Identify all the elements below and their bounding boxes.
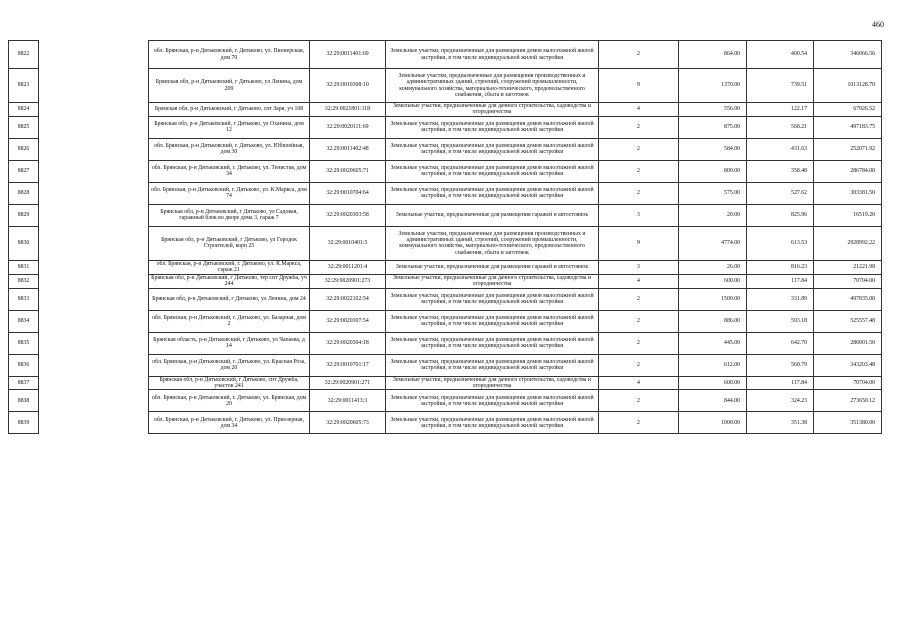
land-purpose-cell: Земельные участки, предназначенные для размещения домов малоэтажной жилой застройки, в том числе индивидуальной жилой застройки: [386, 412, 599, 434]
table-row: [9, 376, 882, 390]
cadastral-number-cell: 32:29:0010701:17: [310, 354, 386, 376]
gap-cell: [39, 204, 149, 226]
unit-price-cell: 560.79: [747, 354, 814, 376]
row-number-cell: 8824: [9, 103, 39, 117]
cadastral-value-cell: 21221.98: [814, 260, 882, 274]
table-row: [9, 160, 882, 182]
area-cell: 612.00: [679, 354, 747, 376]
table-row: [9, 310, 882, 332]
row-number-cell: 8829: [9, 204, 39, 226]
row-number-cell: 8825: [9, 116, 39, 138]
address-cell: обл. Брянская, р-н Дятьковский, г. Дятьково, ул. К.Маркса, гараж 21: [149, 260, 310, 274]
table-row: [9, 204, 882, 226]
group-cell: 2: [599, 288, 679, 310]
row-number-cell: 8826: [9, 138, 39, 160]
address-cell: обл. Брянская, р-н Дятьковский, г. Дятьково, ул. Брянская, дом 20: [149, 390, 310, 412]
address-cell: Брянская обл, р-н Дятьковский, г Дятьково, ул Садовая, гаражный блок во дворе дома 3, гараж 7: [149, 204, 310, 226]
table-row: [9, 69, 882, 103]
cadastral-number-cell: 32:29:0010308:10: [310, 69, 386, 103]
area-cell: 4774.00: [679, 226, 747, 260]
gap-cell: [39, 274, 149, 288]
area-cell: 556.00: [679, 103, 747, 117]
cadastral-value-cell: 70704.00: [814, 274, 882, 288]
area-cell: 575.00: [679, 182, 747, 204]
gap-cell: [39, 390, 149, 412]
cadastral-number-cell: 32:29:0020901:271: [310, 376, 386, 390]
cadastral-value-cell: 497835.00: [814, 288, 882, 310]
row-number-cell: 8836: [9, 354, 39, 376]
address-cell: Брянская обл, р-н Дятьковский, г Дятьково, снт Дружба, участок 241: [149, 376, 310, 390]
cadastral-value-cell: 2928992.22: [814, 226, 882, 260]
gap-cell: [39, 182, 149, 204]
table-row: [9, 288, 882, 310]
unit-price-cell: 613.53: [747, 226, 814, 260]
unit-price-cell: 351.38: [747, 412, 814, 434]
gap-cell: [39, 354, 149, 376]
land-purpose-cell: Земельные участки, предназначенные для размещения домов малоэтажной жилой застройки, в том числе индивидуальной жилой застройки: [386, 138, 599, 160]
unit-price-cell: 825.96: [747, 204, 814, 226]
gap-cell: [39, 260, 149, 274]
group-cell: 4: [599, 274, 679, 288]
table-row: [9, 274, 882, 288]
area-cell: 800.00: [679, 160, 747, 182]
land-purpose-cell: Земельные участки, предназначенные для размещения домов малоэтажной жилой застройки, в том числе индивидуальной жилой застройки: [386, 354, 599, 376]
gap-cell: [39, 226, 149, 260]
land-purpose-cell: Земельные участки, предназначенные для дачного строительства, садоводства и огородничества: [386, 376, 599, 390]
cadastral-table: [8, 40, 882, 434]
group-cell: 3: [599, 204, 679, 226]
area-cell: 844.00: [679, 390, 747, 412]
cadastral-number-cell: 32:29:0011413:3: [310, 390, 386, 412]
address-cell: обл. Брянская, р-н Дятьковский, г. Дятьково, ул. Юбилейная, дом 30: [149, 138, 310, 160]
address-cell: обл. Брянская, р-н Дятьковский, г. Дятьково, ул. Красная Роза, дом 20: [149, 354, 310, 376]
group-cell: 2: [599, 41, 679, 69]
cadastral-number-cell: 32:29:0011201:4: [310, 260, 386, 274]
land-purpose-cell: Земельные участки, предназначенные для размещения домов малоэтажной жилой застройки, в том числе индивидуальной жилой застройки: [386, 41, 599, 69]
cadastral-number-cell: 32:29:0010401:5: [310, 226, 386, 260]
address-cell: обл. Брянская, р-н Дятьковский, г. Дятьково, ул. Базарная, дом 2: [149, 310, 310, 332]
area-cell: 600.00: [679, 376, 747, 390]
gap-cell: [39, 69, 149, 103]
cadastral-number-cell: 32:29:0022102:54: [310, 288, 386, 310]
row-number-cell: 8837: [9, 376, 39, 390]
area-cell: 886.00: [679, 310, 747, 332]
row-number-cell: 8823: [9, 69, 39, 103]
cadastral-number-cell: 32:29:0011401:69: [310, 41, 386, 69]
address-cell: Брянская область, р-н Дятьковский, г Дятьково, ул Чапаева, д 14: [149, 332, 310, 354]
address-cell: Брянская обл, р-н Дятьковский, г Дятьково, снт Заря, уч 108: [149, 103, 310, 117]
land-purpose-cell: Земельные участки, предназначенные для размещения производственных и административных зданий, строений, сооружений промышленности, коммунального хозяйства, материально-технического, продовольственного снабжения, сбыта и заготовок: [386, 226, 599, 260]
land-purpose-cell: Земельные участки, предназначенные для размещения домов малоэтажной жилой застройки, в том числе индивидуальной жилой застройки: [386, 288, 599, 310]
land-purpose-cell: Земельные участки, предназначенные для размещения гаражей и автостоянок: [386, 260, 599, 274]
table-row: [9, 390, 882, 412]
table-row: [9, 226, 882, 260]
cadastral-number-cell: 32:29:0020303:58: [310, 204, 386, 226]
table-row: [9, 182, 882, 204]
cadastral-value-cell: 286001.50: [814, 332, 882, 354]
table-body: [9, 41, 882, 434]
row-number-cell: 8828: [9, 182, 39, 204]
gap-cell: [39, 376, 149, 390]
area-cell: 20.00: [679, 204, 747, 226]
cadastral-number-cell: 32:29:0020304:18: [310, 332, 386, 354]
table-row: [9, 354, 882, 376]
table-row: [9, 103, 882, 117]
land-purpose-cell: Земельные участки, предназначенные для размещения домов малоэтажной жилой застройки, в том числе индивидуальной жилой застройки: [386, 390, 599, 412]
group-cell: 4: [599, 103, 679, 117]
cadastral-number-cell: 32:29:0010704:64: [310, 182, 386, 204]
table-row: [9, 332, 882, 354]
table-row: [9, 116, 882, 138]
unit-price-cell: 431.63: [747, 138, 814, 160]
group-cell: 9: [599, 69, 679, 103]
unit-price-cell: 527.62: [747, 182, 814, 204]
unit-price-cell: 739.51: [747, 69, 814, 103]
cadastral-number-cell: 32:29:0020307:54: [310, 310, 386, 332]
land-purpose-cell: Земельные участки, предназначенные для размещения домов малоэтажной жилой застройки, в том числе индивидуальной жилой застройки: [386, 332, 599, 354]
address-cell: Брянская обл, р-н Дятьковский, г Дятьково, ул Оханина, дом 12: [149, 116, 310, 138]
address-cell: Брянская обл, р-н Дятьковский, г Дятьково, тер снт Дружба, уч 244: [149, 274, 310, 288]
area-cell: 584.00: [679, 138, 747, 160]
row-number-cell: 8830: [9, 226, 39, 260]
cadastral-value-cell: 16519.20: [814, 204, 882, 226]
cadastral-value-cell: 70704.00: [814, 376, 882, 390]
gap-cell: [39, 332, 149, 354]
cadastral-value-cell: 346066.56: [814, 41, 882, 69]
unit-price-cell: 593.18: [747, 310, 814, 332]
area-cell: 1500.00: [679, 288, 747, 310]
area-cell: 875.00: [679, 116, 747, 138]
unit-price-cell: 117.84: [747, 376, 814, 390]
row-number-cell: 8822: [9, 41, 39, 69]
row-number-cell: 8839: [9, 412, 39, 434]
address-cell: обл. Брянская, р-н Дятьковский, г. Дятьково, ул. Тенистая, дом 34: [149, 160, 310, 182]
cadastral-value-cell: 351380.00: [814, 412, 882, 434]
gap-cell: [39, 160, 149, 182]
unit-price-cell: 642.70: [747, 332, 814, 354]
group-cell: 9: [599, 226, 679, 260]
gap-cell: [39, 310, 149, 332]
table-row: [9, 260, 882, 274]
group-cell: 3: [599, 260, 679, 274]
area-cell: 445.00: [679, 332, 747, 354]
land-purpose-cell: Земельные участки, предназначенные для дачного строительства, садоводства и огородничества: [386, 103, 599, 117]
row-number-cell: 8835: [9, 332, 39, 354]
cadastral-value-cell: 286784.00: [814, 160, 882, 182]
group-cell: 4: [599, 376, 679, 390]
cadastral-number-cell: 32:29:0020901:273: [310, 274, 386, 288]
cadastral-number-cell: 32:29:0021801:118: [310, 103, 386, 117]
unit-price-cell: 117.84: [747, 274, 814, 288]
group-cell: 2: [599, 182, 679, 204]
cadastral-value-cell: 497183.75: [814, 116, 882, 138]
land-purpose-cell: Земельные участки, предназначенные для размещения домов малоэтажной жилой застройки, в том числе индивидуальной жилой застройки: [386, 116, 599, 138]
area-cell: 26.00: [679, 260, 747, 274]
cadastral-value-cell: 273650.12: [814, 390, 882, 412]
group-cell: 2: [599, 332, 679, 354]
row-number-cell: 8832: [9, 274, 39, 288]
group-cell: 2: [599, 116, 679, 138]
gap-cell: [39, 412, 149, 434]
land-purpose-cell: Земельные участки, предназначенные для размещения домов малоэтажной жилой застройки, в том числе индивидуальной жилой застройки: [386, 182, 599, 204]
land-purpose-cell: Земельные участки, предназначенные для размещения производственных и административных зданий, строений, сооружений промышленности, коммунального хозяйства, материально-технического, продовольственного снабжения, сбыта и заготовок: [386, 69, 599, 103]
group-cell: 2: [599, 160, 679, 182]
address-cell: обл. Брянская, р-н Дятьковский, г. Дятьково, ул. Приозерная, дом 34: [149, 412, 310, 434]
address-cell: Брянская обл, р-н Дятьковский, г Дятьково, ул Ленина, дом 24: [149, 288, 310, 310]
row-number-cell: 8827: [9, 160, 39, 182]
cadastral-value-cell: 343203.48: [814, 354, 882, 376]
cadastral-value-cell: 252071.92: [814, 138, 882, 160]
table-row: [9, 41, 882, 69]
address-cell: обл. Брянская, р-н Дятьковский, г. Дятьково, ул. К.Маркса, дом 74: [149, 182, 310, 204]
gap-cell: [39, 288, 149, 310]
area-cell: 864.00: [679, 41, 747, 69]
gap-cell: [39, 116, 149, 138]
area-cell: 1000.00: [679, 412, 747, 434]
land-purpose-cell: Земельные участки, предназначенные для размещения домов малоэтажной жилой застройки, в том числе индивидуальной жилой застройки: [386, 160, 599, 182]
cadastral-number-cell: 32:29:0020111:69: [310, 116, 386, 138]
row-number-cell: 8831: [9, 260, 39, 274]
unit-price-cell: 400.54: [747, 41, 814, 69]
land-purpose-cell: Земельные участки, предназначенные для размещения гаражей и автостоянок: [386, 204, 599, 226]
cadastral-number-cell: 32:29:0011402:48: [310, 138, 386, 160]
table-row: [9, 138, 882, 160]
cadastral-value-cell: 525557.48: [814, 310, 882, 332]
unit-price-cell: 331.89: [747, 288, 814, 310]
group-cell: 2: [599, 354, 679, 376]
cadastral-value-cell: 1013128.70: [814, 69, 882, 103]
unit-price-cell: 568.21: [747, 116, 814, 138]
cadastral-number-cell: 32:29:0020605:71: [310, 160, 386, 182]
row-number-cell: 8834: [9, 310, 39, 332]
group-cell: 2: [599, 310, 679, 332]
unit-price-cell: 816.23: [747, 260, 814, 274]
cadastral-value-cell: 303381.50: [814, 182, 882, 204]
land-purpose-cell: Земельные участки, предназначенные для дачного строительства, садоводства и огородничества: [386, 274, 599, 288]
cadastral-number-cell: 32:29:0020605:73: [310, 412, 386, 434]
address-cell: обл. Брянская, р-н Дятьковский, г. Дятьково, ул. Пионерская, дом 70: [149, 41, 310, 69]
address-cell: Брянская обл, р-н Дятьковский, г Дятьково, ул Ленина, дом 209: [149, 69, 310, 103]
group-cell: 2: [599, 412, 679, 434]
page-number: 460: [872, 20, 884, 29]
area-cell: 600.00: [679, 274, 747, 288]
gap-cell: [39, 103, 149, 117]
table-row: [9, 412, 882, 434]
land-purpose-cell: Земельные участки, предназначенные для размещения домов малоэтажной жилой застройки, в том числе индивидуальной жилой застройки: [386, 310, 599, 332]
cadastral-value-cell: 67926.52: [814, 103, 882, 117]
address-cell: Брянская обл, р-н Дятьковский, г Дятьково, ул Городок Строителей, корп 25: [149, 226, 310, 260]
group-cell: 2: [599, 390, 679, 412]
unit-price-cell: 122.17: [747, 103, 814, 117]
gap-cell: [39, 138, 149, 160]
unit-price-cell: 324.23: [747, 390, 814, 412]
gap-cell: [39, 41, 149, 69]
unit-price-cell: 358.48: [747, 160, 814, 182]
row-number-cell: 8838: [9, 390, 39, 412]
group-cell: 2: [599, 138, 679, 160]
area-cell: 1370.00: [679, 69, 747, 103]
row-number-cell: 8833: [9, 288, 39, 310]
